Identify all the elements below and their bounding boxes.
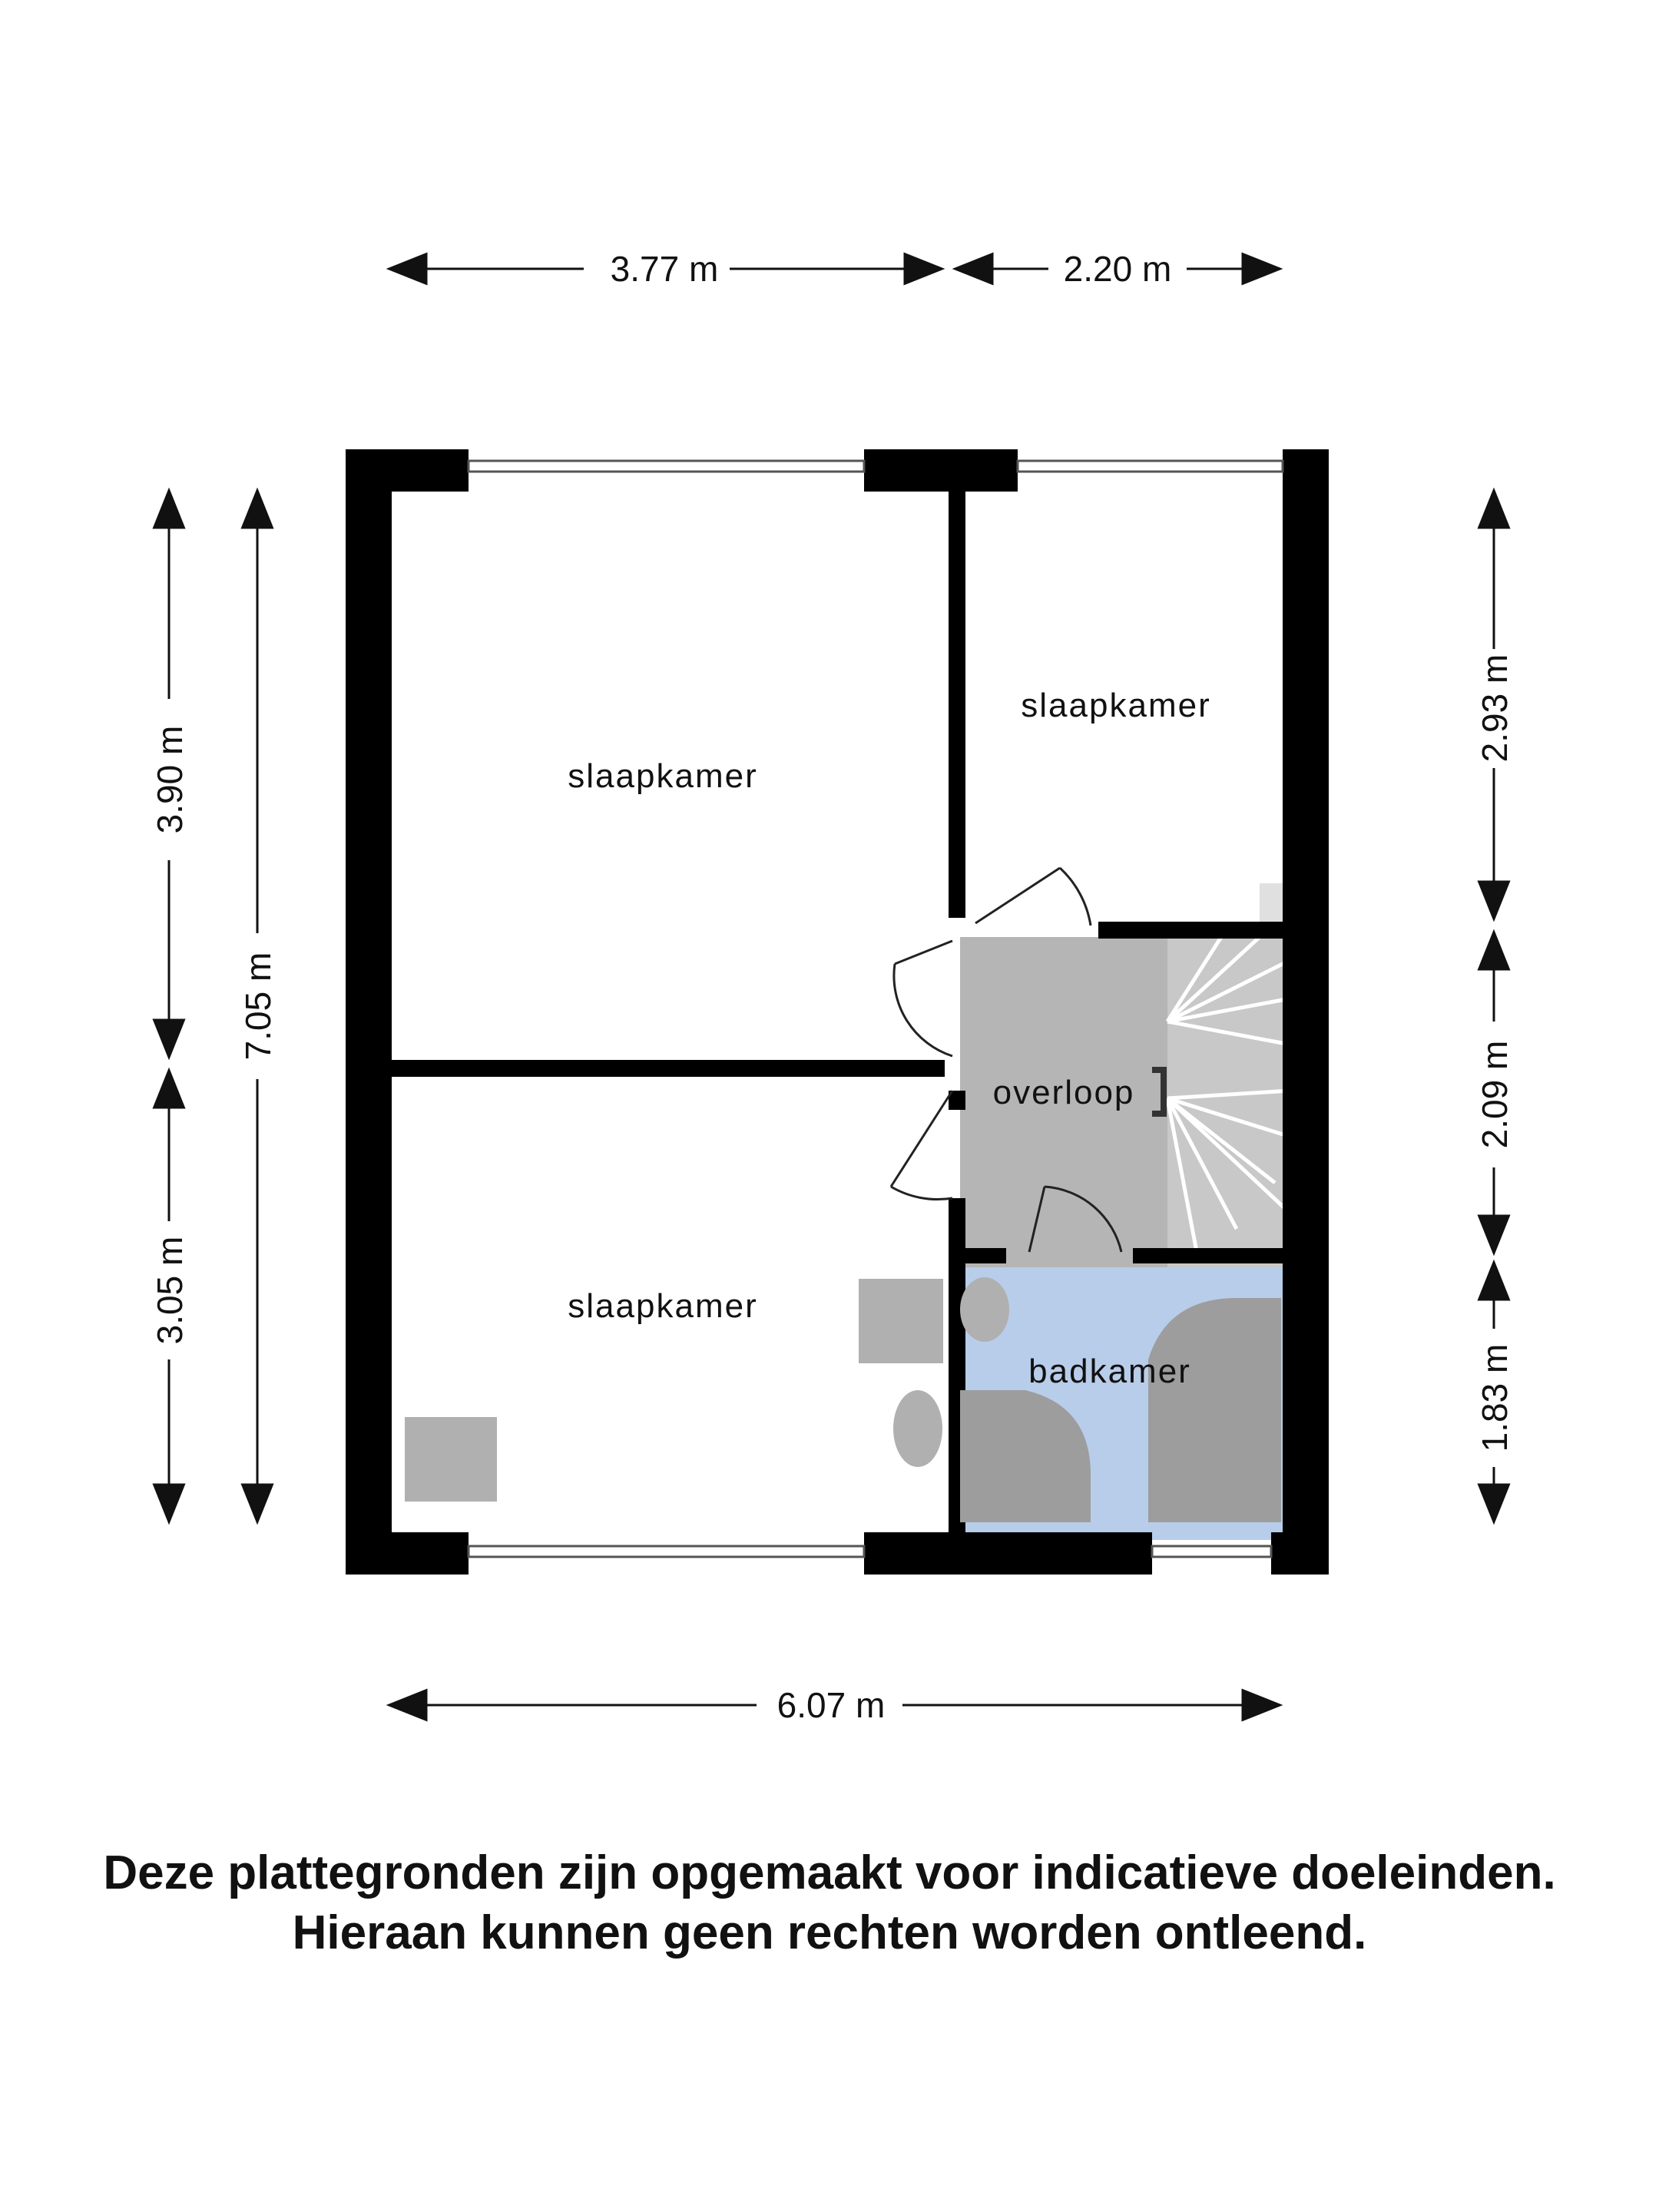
sink	[893, 1390, 942, 1467]
dimension-left-upper: 3.90 m	[150, 725, 190, 834]
dimension-left-total: 7.05 m	[238, 952, 278, 1061]
dimension-right-middle: 2.09 m	[1475, 1040, 1515, 1149]
room-label-bedroom-bottom-left: slaapkamer	[568, 1287, 758, 1325]
sink	[960, 1277, 1009, 1342]
cabinet	[405, 1417, 497, 1502]
disclaimer	[0, 1843, 1659, 1963]
disclaimer-line-1: Deze plattegronden zijn opgemaakt voor indicatieve doeleinden.	[103, 1846, 1556, 1899]
dimension-right-upper: 2.93 m	[1475, 654, 1515, 763]
desk	[859, 1279, 943, 1363]
room-label-bathroom: badkamer	[1028, 1353, 1191, 1390]
disclaimer-line-2: Hieraan kunnen geen rechten worden ontleend.	[292, 1906, 1367, 1959]
room-label-bedroom-top-left: slaapkamer	[568, 757, 758, 795]
dimension-top-left: 3.77 m	[610, 249, 719, 289]
dimension-bottom: 6.07 m	[777, 1685, 886, 1725]
dimension-top-right: 2.20 m	[1063, 249, 1172, 289]
staircase	[1152, 883, 1290, 1267]
dimension-right-lower: 1.83 m	[1475, 1343, 1515, 1452]
room-label-landing: overloop	[992, 1074, 1135, 1111]
bathtub	[1148, 1298, 1281, 1522]
room-label-bedroom-top-right: slaapkamer	[1021, 687, 1211, 724]
dimension-left-lower: 3.05 m	[150, 1236, 190, 1345]
